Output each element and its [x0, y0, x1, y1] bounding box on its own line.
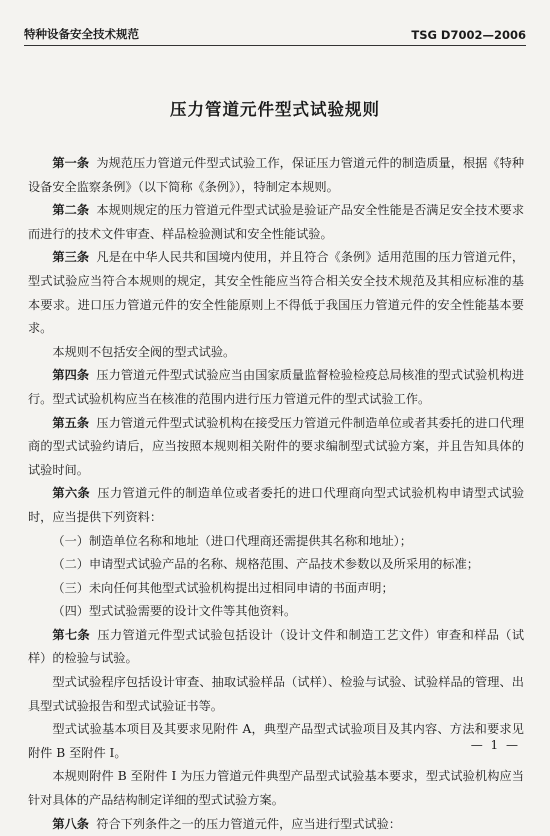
- paragraph: [28, 624, 524, 671]
- paragraph-text: （二）申请型式试验产品的名称、规格范围、产品技术参数以及所采用的标准；: [52, 557, 479, 572]
- paragraph: [28, 718, 524, 765]
- paragraph-text: （四）型式试验需要的设计文件等其他资料。: [52, 604, 297, 619]
- page-number: — 1 —: [470, 738, 520, 752]
- article-number: 第四条: [52, 368, 90, 383]
- paragraph-text: 本规则不包括安全阀的型式试验。: [52, 344, 236, 359]
- header-right: TSG D7002—2006: [411, 28, 526, 42]
- paragraph-text: 压力管道元件的制造单位或者委托的进口代理商向型式试验机构申请型式试验时，应当提供下列资料：: [28, 486, 525, 524]
- paragraph: [28, 412, 524, 483]
- paragraph-text: 压力管道元件型式试验包括设计（设计文件和制造工艺文件）审查和样品（试样）的检验与试验。: [28, 627, 525, 666]
- paragraph: [28, 765, 524, 812]
- article-number: 第七条: [52, 627, 91, 642]
- paragraph-text: 为规范压力管道元件型式试验工作，保证压力管道元件的制造质量，根据《特种设备安全监察条例》（以下简称《条例》），特制定本规则。: [28, 156, 525, 194]
- article-number: 第一条: [52, 156, 90, 170]
- paragraph-text: 凡是在中华人民共和国境内使用，并且符合《条例》适用范围的压力管道元件，型式试验应当符合本规则的规定，其安全性能应当符合相关安全技术规范及其相应标准的基本要求。进口压力管道元件的安全性能原则上不得低于我国压力管道元件的安全性能基本要求。: [28, 250, 525, 336]
- paragraph: [28, 671, 524, 718]
- article-number: 第二条: [52, 203, 90, 218]
- paragraph: [28, 364, 524, 411]
- paragraph: [28, 341, 524, 365]
- paragraph-text: （三）未向任何其他型式试验机构提出过相同申请的书面声明；: [52, 580, 394, 595]
- paragraph: [28, 482, 524, 529]
- paragraph: [28, 152, 524, 199]
- article-number: 第五条: [52, 415, 90, 430]
- list-item: [28, 600, 524, 624]
- paragraph-text: （一）制造单位名称和地址（进口代理商还需提供其名称和地址）；: [52, 533, 412, 548]
- paragraph-text: 本规则规定的压力管道元件型式试验是验证产品安全性能是否满足安全技术要求而进行的技术文件审查、样品检验测试和安全性能试验。: [28, 203, 525, 241]
- paragraph-text: 压力管道元件型式试验机构在接受压力管道元件制造单位或者其委托的进口代理商的型式试验约请后，应当按照本规则相关附件的要求编制型式试验方案，并且告知具体的试验时间。: [28, 415, 525, 477]
- regulation-body: [28, 152, 524, 836]
- paragraph-text: 本规则附件 B 至附件 I 为压力管道元件典型产品型式试验基本要求，型式试验机构应当针对具体的产品结构制定详细的型式试验方案。: [28, 769, 524, 808]
- paragraph-text: 型式试验基本项目及其要求见附件 A，典型产品型式试验项目及其内容、方法和要求见附件 B 至附件 I。: [28, 722, 524, 760]
- list-item: [28, 577, 524, 601]
- header-left: 特种设备安全技术规范: [24, 27, 139, 41]
- paragraph: [28, 813, 524, 836]
- paragraph: [28, 199, 524, 246]
- article-number: 第三条: [52, 250, 90, 265]
- paragraph: [28, 246, 524, 340]
- page-header: [24, 20, 526, 46]
- list-item: [28, 530, 524, 554]
- paragraph-text: 符合下列条件之一的压力管道元件，应当进行型式试验：: [96, 816, 401, 831]
- page-title: 压力管道元件型式试验规则: [170, 100, 380, 119]
- paragraph-text: 压力管道元件型式试验应当由国家质量监督检验检疫总局核准的型式试验机构进行。型式试验机构应当在核准的范围内进行压力管道元件的型式试验工作。: [28, 368, 525, 406]
- paragraph-text: 型式试验程序包括设计审查、抽取试验样品（试样）、检验与试验、试验样品的管理、出具型式试验报告和型式试验证书等。: [28, 675, 524, 713]
- article-number: 第八条: [52, 816, 89, 831]
- article-number: 第六条: [52, 486, 91, 501]
- list-item: [28, 553, 524, 577]
